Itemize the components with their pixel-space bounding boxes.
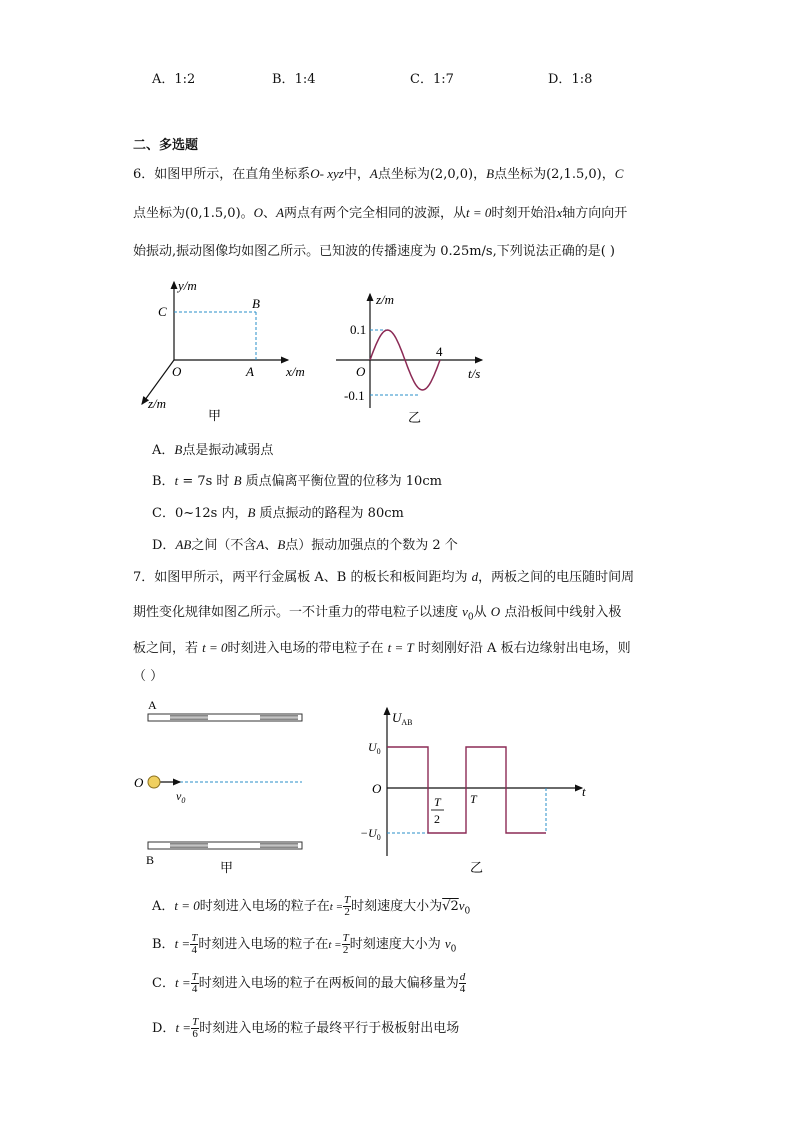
q6-yi-origin: O: [356, 364, 366, 379]
q6-yi-tick-t: 4: [436, 344, 443, 359]
q6-jia-point-a: A: [246, 364, 254, 379]
q7-line3: 板之间，若 t = 0时刻进入电场的带电粒子在 t = T 时刻刚好沿 A 板右边缘射出电场，则: [133, 640, 631, 656]
option-text-part: = 7s 时: [178, 474, 234, 489]
q6-line1: 6．如图甲所示，在直角坐标系O- xyz中，A点坐标为(2,0,0)，B点坐标为(2,1.5,0)，C: [133, 166, 624, 182]
q6-jia-point-b: B: [252, 296, 260, 311]
option-text-part: 点是振动减弱点: [182, 443, 274, 458]
q7-yi-origin: O: [372, 781, 382, 796]
option-text-part: A: [256, 537, 265, 552]
q5-option-a: A．1:2: [152, 72, 196, 87]
option-text-part: 0~12s 内，: [174, 506, 248, 521]
q7-yi-caption: 乙: [470, 860, 484, 875]
section-title: 二、多选题: [133, 138, 199, 153]
q7-plate-b-label: B: [146, 853, 155, 867]
q6-option-d: [152, 535, 458, 555]
q7-option-c: C．t = $\frac{T}{4}$ 时刻进入电场的粒子在两板间的最大偏移量为 $\frac{d}{4}$: [152, 971, 466, 995]
q6-figure-jia: [128, 278, 318, 428]
option-text-part: t: [174, 473, 179, 488]
q7-yi-x-label: t: [582, 784, 586, 799]
q6-yi-caption: 乙: [408, 410, 422, 425]
q6-option-c: [152, 503, 404, 523]
option-text-part: B: [174, 442, 183, 457]
q7-figure-jia: [130, 696, 320, 878]
option-text-part: B: [233, 473, 242, 488]
option-text-part: 质点偏离平衡位置的位移为 10cm: [241, 474, 442, 489]
q7-yi-square-wave: [387, 747, 546, 833]
q6-option-a: [152, 440, 273, 460]
q6-jia-z-label: z/m: [148, 396, 167, 411]
q6-line3: 始振动,振动图像均如图乙所示。已知波的传播速度为 0.25m/s,下列说法正确的是( ): [133, 244, 615, 259]
q6-line2: 点坐标为(0,1.5,0)。O、A两点有两个完全相同的波源，从t = 0时刻开始沿x轴方向向开: [133, 205, 628, 221]
q7-figure-yi: [360, 702, 600, 878]
q6-yi-tick-neg: -0.1: [344, 388, 365, 403]
q5-option-b: B．1:4: [272, 72, 316, 87]
q7-yi-t-half-den: 2: [434, 812, 440, 826]
q7-jia-caption: 甲: [220, 860, 234, 875]
q7-option-d: D．t = $\frac{T}{6}$ 时刻进入电场的粒子最终平行于极板射出电场: [152, 1016, 460, 1040]
option-text-part: AB: [175, 537, 192, 552]
option-letter: C．: [152, 506, 175, 521]
q6-yi-tick-pos: 0.1: [350, 322, 367, 337]
option-text-part: 之间（不含: [191, 538, 257, 553]
q6-jia-caption: 甲: [208, 408, 222, 423]
option-text-part: 点）振动加强点的个数为 2 个: [285, 538, 458, 553]
q7-v0-label: $v_0$: [176, 789, 186, 805]
q7-yi-y-label: $U_{AB}$: [392, 710, 413, 727]
q7-option-a: A．t = 0时刻进入电场的粒子在t = $\frac{T}{2}$ 时刻速度大小为$√2v_0$: [152, 894, 471, 918]
q7-line4: （ ）: [133, 669, 164, 684]
q5-option-d: D．1:8: [548, 72, 593, 87]
option-letter: B．: [152, 474, 175, 489]
q7-origin-label: O: [134, 775, 144, 790]
q6-jia-y-label: y/m: [178, 278, 197, 293]
q7-yi-t-half-num: T: [434, 795, 441, 809]
q6-option-b: [152, 471, 442, 491]
q7-yi-t: T: [470, 792, 477, 806]
q6-jia-origin: O: [172, 364, 182, 379]
q7-yi-neg-u0: $-U_0$: [360, 826, 381, 842]
q6-jia-x-label: x/m: [286, 364, 305, 379]
q7-option-b: B．t = $\frac{T}{4}$ 时刻进入电场的粒子在t = $\frac{T}{2}$ 时刻速度大小为 $v_0$: [152, 932, 457, 956]
option-letter: A．: [152, 443, 175, 458]
option-text-part: 、: [264, 538, 278, 553]
q6-jia-point-c: C: [158, 304, 167, 319]
q7-particle: [148, 776, 160, 788]
q5-option-c: C．1:7: [410, 72, 454, 87]
q6-figure-yi: [330, 290, 490, 430]
q7-line2: 期性变化规律如图乙所示。一不计重力的带电粒子以速度 $v_0$从 O 点沿板间中线射入极: [133, 604, 622, 623]
q6-yi-x-label: t/s: [468, 366, 481, 381]
option-text-part: B: [277, 537, 286, 552]
q7-yi-u0: $U_0$: [368, 740, 381, 756]
option-letter: D．: [152, 538, 176, 553]
option-text-part: 质点振动的路程为 80cm: [255, 506, 404, 521]
q7-plate-a-label: A: [148, 698, 157, 712]
q7-line1: 7．如图甲所示，两平行金属板 A、B 的板长和板间距均为 d，两板之间的电压随时间周: [133, 569, 635, 585]
q6-yi-y-label: z/m: [376, 292, 395, 307]
option-text-part: B: [247, 505, 256, 520]
